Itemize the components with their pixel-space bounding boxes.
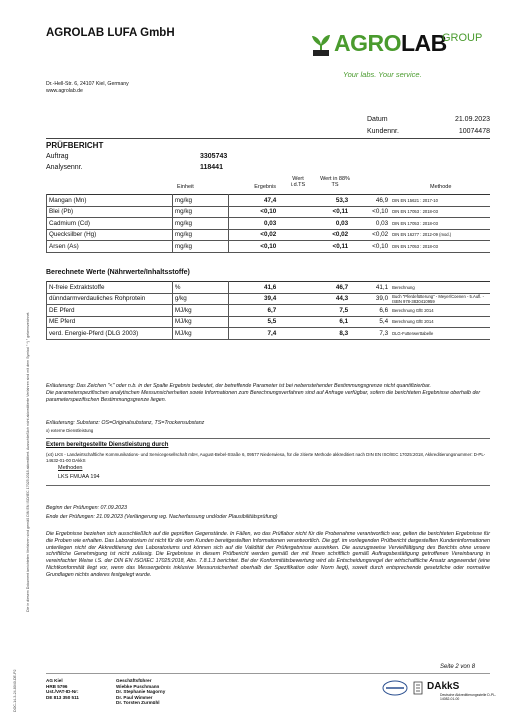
footer-management (116, 678, 165, 706)
note-substanz: Erläuterung: Substanz: OS=Originalsubstanz, TS=Trockensubstanz (46, 420, 205, 426)
unit-cell: mg/kg (172, 218, 228, 230)
analysennr-label: Analysennr. (46, 164, 83, 171)
extern-title: Extern bereitgestellte Dienstleistung durch (46, 442, 169, 448)
note-text: Erläuterung: Das Zeichen "<" oder n.b. in der Spalte Ergebnis bedeutet, der betreffende Parameter ist bei nebenstehender Bestimmungsgrenze nicht quantifizierbar. (46, 383, 432, 389)
extern-text: (x4) LKS - Landwirtschaftliche Kommunikations- und Servicegesellschaft mbH, August-Bebel-Straße 6, 09577 Niederwiesa, für die zitierte Methode akkreditiert nach DIN EN ISO/IEC 17025:2018, Akkreditierungsnummer: D-PL-14632-01-00 DAkkS (46, 452, 486, 463)
kundennr-label: Kundennr. (367, 128, 399, 135)
param-name-cell: ME Pferd (47, 316, 173, 328)
ende-pruefungen: Ende der Prüfungen: 21.09.2023 (Verlängerung wg. Nacherfassung und/oder Plausibilitätsprüfung) (46, 514, 278, 520)
wert-88ts-cell: 6,6 (379, 306, 389, 314)
footer-line: Dr. Stephanie Nagorny (116, 689, 166, 695)
table-row (47, 218, 491, 230)
col-wert-its: Wert i.d.TS (290, 176, 306, 188)
param-name-cell: N-freie Extraktstoffe (47, 282, 173, 294)
wert-its-cell: 44,3 (335, 295, 349, 303)
page-number: Seite 2 von 8 (440, 664, 476, 670)
method-cell: DIN EN 15621 : 2017-10 (392, 197, 438, 203)
agrolab-logo (308, 24, 483, 84)
wert-its-cell: <0,11 (332, 208, 349, 216)
footer-line: Dr. Torsten Zurmühl (116, 700, 160, 706)
param-name-cell: DE Pferd (47, 305, 173, 317)
note-text: Die parameterspezifischen analytischen Messunsicherheiten sowie Informationen zum Berechnungsverfahren sind auf Anfrage verfügbar, sofern die berichteten Ergebnisse oberhalb der parameterspezifischen Bestimmungsgrenze liegen. (46, 389, 481, 403)
result-cell: <0,10 (260, 208, 277, 216)
address-line: Dr.-Hell-Str. 6, 24107 Kiel, Germany (46, 81, 129, 87)
wert-its-cell: 8,3 (339, 329, 349, 337)
logo-wordmark: AGROLAB (334, 30, 447, 56)
result-cell: 41,6 (263, 283, 277, 291)
param-name-cell: verd. Energie-Pferd (DLG 2003) (47, 328, 173, 340)
wert-88ts-cell: 41,1 (375, 283, 389, 291)
calc-section-title: Berechnete Werte (Nährwerte/Inhaltsstoffe) (46, 269, 190, 276)
method-cell: DLG-Futterwerttabelle (392, 330, 434, 336)
col-methode: Methode (430, 184, 452, 190)
table-row (47, 305, 491, 317)
dakks-logo: DAkkS (427, 681, 460, 692)
datum-label: Datum (367, 116, 388, 123)
footer-line: Ust./VAT-ID-Nr: (46, 689, 79, 695)
param-name-cell: dünndarmverdauliches Rohprotein (47, 293, 173, 305)
table-row (47, 206, 491, 218)
unit-cell: MJ/kg (172, 305, 228, 317)
beginn-pruefungen: Beginn der Prüfungen: 07.09.2023 (46, 505, 127, 511)
unit-cell: g/kg (172, 293, 228, 305)
table-row (47, 282, 491, 294)
result-cell: 6,7 (267, 306, 277, 314)
result-cell: 39,4 (263, 295, 277, 303)
footer-divider (46, 673, 490, 674)
table-row (47, 293, 491, 305)
spacer-cell (278, 305, 314, 317)
wert-88ts-cell: 0,03 (375, 219, 389, 227)
unit-cell: % (172, 282, 228, 294)
spacer-cell (278, 218, 314, 230)
table-row (47, 195, 491, 207)
param-name-cell: Arsen (As) (47, 241, 173, 253)
spacer-cell (278, 293, 314, 305)
method-cell: DIN EN 17053 : 2018-03 (392, 220, 438, 226)
wert-its-cell: 0,03 (335, 219, 349, 227)
unit-cell: MJ/kg (172, 328, 228, 340)
wert-88ts-cell: 5,4 (379, 318, 389, 326)
wert-88ts-cell: <0,10 (372, 208, 389, 216)
spacer-cell (278, 229, 314, 241)
method-cell: DIN EN 16277 : 2012-09 (mod.) (392, 232, 452, 238)
col-ergebnis: Ergebnis (254, 184, 276, 190)
spacer-cell (278, 195, 314, 207)
wert-its-cell: 6,1 (339, 318, 349, 326)
result-cell: <0,02 (260, 231, 277, 239)
method-cell: DIN EN 17053 : 2018-03 (392, 243, 438, 249)
method-cell: Buch "Pferdefütterung" - Meyer/Coenen - 5.Aufl. - ISBN 978-3830410959 (392, 293, 484, 304)
note-erlaeuterung (46, 383, 490, 403)
spacer-cell (278, 282, 314, 294)
param-name-cell: Blei (Pb) (47, 206, 173, 218)
footer-line: Wiebke Puschmann (116, 683, 160, 689)
footer-registry (46, 678, 79, 700)
result-cell: 5,5 (267, 318, 277, 326)
result-cell: 0,03 (263, 219, 277, 227)
method-cell: Berechnung GfE 2014 (392, 319, 434, 325)
ilac-mra-icon (382, 680, 408, 696)
footer-line: Dr. Paul Wimmer (116, 694, 153, 700)
note-externe: x) externe Dienstleistung (46, 428, 94, 433)
metals-table (46, 194, 490, 253)
footer-line: Geschäftsführer (116, 678, 152, 683)
logo-tagline: Your labs. Your service. (343, 70, 422, 79)
footer-line: HRB 5796 (46, 683, 68, 689)
table-row (47, 241, 491, 253)
unit-cell: mg/kg (172, 229, 228, 241)
divider (46, 138, 490, 139)
dakks-subtext: Deutsche Akkreditierungsstelle D-PL-14082-01-00 (440, 693, 497, 701)
wert-its-cell: <0,02 (332, 231, 349, 239)
wert-88ts-cell: 39,0 (375, 295, 389, 303)
plant-icon (310, 32, 332, 58)
company-address (46, 81, 129, 95)
result-cell: 47,4 (263, 196, 277, 204)
param-name-cell: Quecksilber (Hg) (47, 229, 173, 241)
unit-cell: mg/kg (172, 206, 228, 218)
analysennr-value: 118441 (200, 164, 223, 171)
auftrag-value: 3305743 (200, 153, 228, 160)
wert-88ts-cell: 7,3 (379, 329, 389, 337)
method-cell: Berechnung GfE 2014 (392, 307, 434, 313)
website-link[interactable]: www.agrolab.de (46, 88, 83, 94)
col-einheit: Einheit (177, 184, 194, 190)
method-cell: Berechnung (392, 284, 415, 290)
logo-group: GROUP (442, 32, 483, 44)
side-accreditation-text: Die in diesem Dokument berichteten Verfahren sind gemäß DIN EN ISO/IEC 17025:2018 akkreditiert. Ausschließlich nicht akkreditierte Verfahren sind mit dem Symbol " *) " gekennzeichnet. (26, 311, 30, 612)
table-row (47, 229, 491, 241)
company-name: AGROLAB LUFA GmbH (46, 27, 175, 39)
divider (46, 485, 490, 486)
wert-88ts-cell: <0,02 (372, 231, 389, 239)
param-name-cell: Mangan (Mn) (47, 195, 173, 207)
footer-line: AG Kiel (46, 678, 63, 683)
col-wert-88ts: Wert in 88% TS (320, 176, 350, 188)
disclaimer: Die Ergebnisse beziehen sich ausschließlich auf die geprüften Gegenstände. In Fällen, wo das Prüflabor nicht für die Probenahme verantwortlich war, gelten die berichteten Ergebnisse für die Proben wie erhalten. Das Laboratorium ist nicht für die vom Kunden bereitgestellten Informationen verantwortlich. Die ggf. im vorliegenden Prüfbericht dargestellten Kundeninformationen unterliegen nicht der Akkreditierung des Laboratoriums und können sich auf die Validität der Prüfergebnisse auswirken. Die auszugsweise Vervielfältigung des Berichts ohne unsere schriftliche Genehmigung ist nicht zulässig. Die Ergebnisse in diesem Prüfbericht werden gemäß der mit Ihnen schriftlich gemäß Auftragsbestätigung getroffenen Vereinbarung in vereinfachter Weise i.S. der DIN EN ISO/IEC 17025:2018, Abs. 7.8.1.3 berichtet. Bei der Konformitätsbewertung wird als Entscheidungsregel der wirtschaftliche Ansatz angewendet (eine Nichtkonformität liegt vor, wenn das Messergebnis inklusive Messunsicherheit oberhalb der Spezifikation oder Norm liegt), soweit durch entsprechende gesetzliche oder normative Grundlagen nichts anderes festgelegt wurde. (46, 531, 490, 578)
wert-its-cell: 7,5 (339, 306, 349, 314)
unit-cell: MJ/kg (172, 316, 228, 328)
wert-88ts-cell: <0,10 (372, 242, 389, 250)
spacer-cell (278, 316, 314, 328)
method-cell: DIN EN 17053 : 2018-03 (392, 209, 438, 215)
spacer-cell (278, 328, 314, 340)
dakks-emblem-icon (412, 680, 424, 696)
divider (46, 438, 490, 439)
calc-table (46, 281, 490, 340)
datum-value: 21.09.2023 (454, 116, 490, 123)
spacer-cell (278, 206, 314, 218)
unit-cell: mg/kg (172, 195, 228, 207)
wert-88ts-cell: 46,9 (375, 196, 389, 204)
param-name-cell: Cadmium (Cd) (47, 218, 173, 230)
wert-its-cell: 53,3 (335, 196, 349, 204)
result-cell: <0,10 (260, 242, 277, 250)
side-doc-id: DOC-14-3-24-8040-DE-P2 (13, 669, 17, 712)
wert-its-cell: <0,11 (332, 242, 349, 250)
report-title: PRÜFBERICHT (46, 141, 104, 150)
unit-cell: mg/kg (172, 241, 228, 253)
kundennr-value: 10074478 (458, 128, 490, 135)
table-row (47, 328, 491, 340)
auftrag-label: Auftrag (46, 153, 69, 160)
spacer-cell (278, 241, 314, 253)
table-row (47, 316, 491, 328)
methoden-label: Methoden (58, 465, 83, 471)
wert-its-cell: 46,7 (335, 283, 349, 291)
footer-line: DE 813 350 511 (46, 694, 79, 700)
result-cell: 7,4 (267, 329, 277, 337)
methoden-value: LKS FMUAA 194 (58, 474, 100, 480)
